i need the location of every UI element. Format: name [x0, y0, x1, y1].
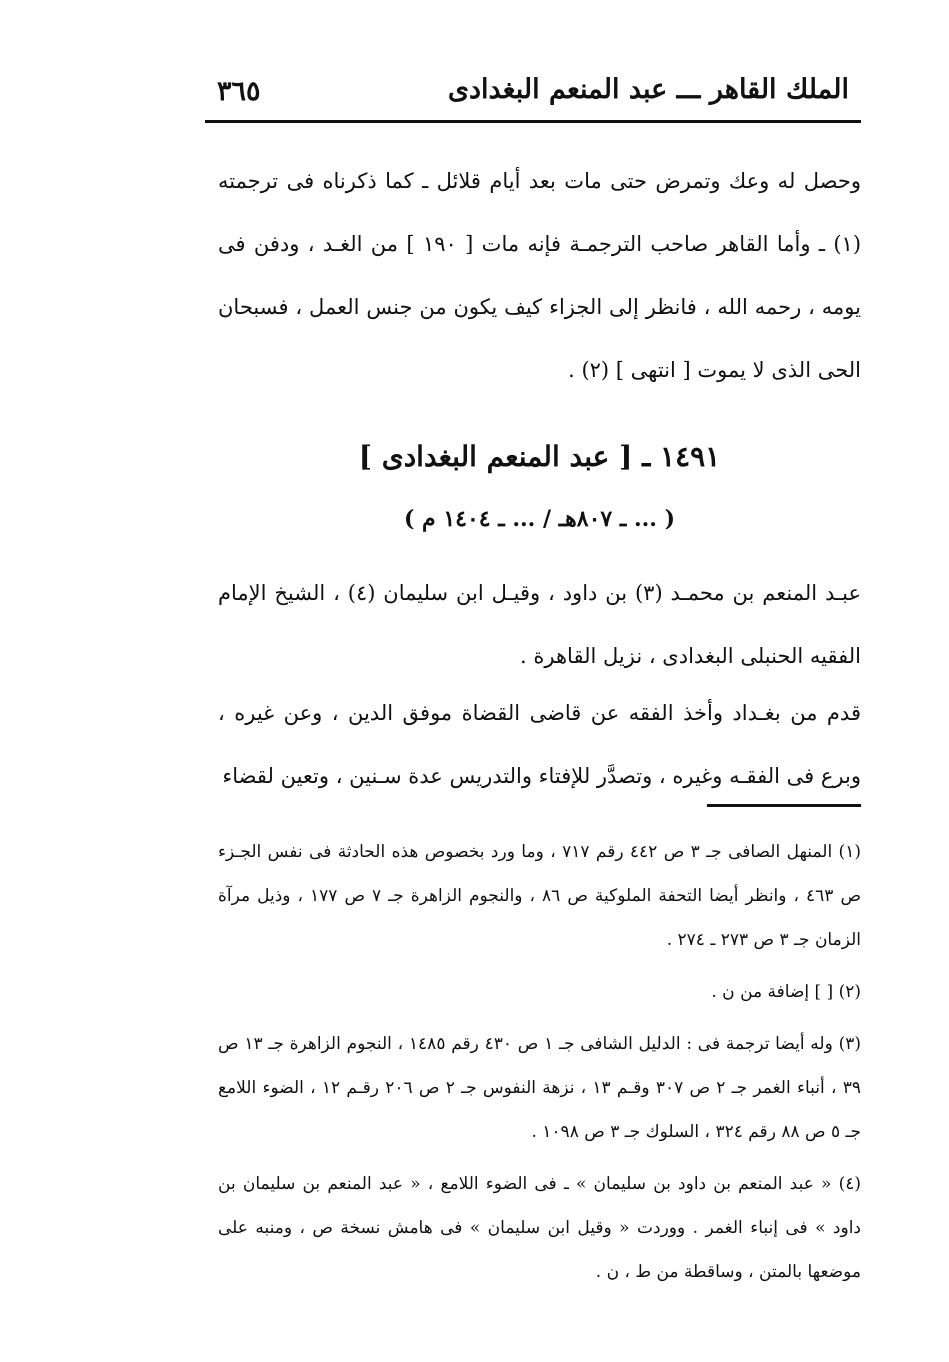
body-paragraph-3: [218, 682, 861, 808]
body-paragraph-1: [218, 150, 861, 402]
footnote-4: (٤) « عبد المنعم بن داود بن سليمان » ـ فى الضوء اللامع ، « عبد المنعم بن سليمان بن داود » فى إنباء الغمر . ووردت « وقيل ابن سليمان » فى هامش نسخة ص ، ومنبه على موضعها بالمتن ، وساقطة من ط ، ن .: [218, 1174, 861, 1282]
footnote-divider: [707, 804, 861, 807]
paragraph-text: وحصل له وعك وتمرض حتى مات بعد أيام قلائل ـ كما ذكرناه فى ترجمته (١) ـ وأما القاهر صاحب الترجمـة فإنه مات [ ١٩٠ ] من الغـد ، ودفن فى يومه ، رحمه الله ، فانظر إلى الجزاء كيف يكون من جنس العمل ، فسبحان الحى الذى لا يموت [ انتهى ] (٢) .: [218, 169, 862, 382]
footnote-2: (٢) [ ] إضافة من ن .: [711, 982, 861, 1002]
entry-dates: ( ... ـ ٨٠٧هـ / ... ـ ١٤٠٤ م ): [403, 506, 676, 532]
body-paragraph-2: [218, 562, 861, 688]
page-header: [205, 62, 861, 123]
footnote-1: (١) المنهل الصافى جـ ٣ ص ٤٤٢ رقم ٧١٧ ، وما ورد بخصوص هذه الحادثة فى نفس الجـزء ص ٤٦٣ ، وانظر أيضا التحفة الملوكية ص ٨٦ ، والنجوم الزاهرة جـ ٧ ص ١٧٧ ، وذيل مرآة الزمان جـ ٣ ص ٢٧٣ ـ ٢٧٤ .: [218, 842, 861, 950]
running-head: الملك القاهر ـــ عبد المنعم البغدادى: [447, 74, 849, 105]
page-number: ٣٦٥: [217, 76, 261, 107]
entry-title: ١٤٩١ ـ [ عبد المنعم البغدادى ]: [358, 440, 721, 473]
paragraph-text: عبـد المنعم بن محمـد (٣) بن داود ، وقيـل ابن سليمان (٤) ، الشيخ الإمام الفقيه الحنبلى البغدادى ، نزيل القاهرة .: [218, 581, 861, 668]
footnotes: [218, 830, 861, 1302]
footnote-3: (٣) وله أيضا ترجمة فى : الدليل الشافى جـ ١ ص ٤٣٠ رقم ١٤٨٥ ، النجوم الزاهرة جـ ١٣ ص ٣٩ ، أنباء الغمر جـ ٢ ص ٣٠٧ وقـم ١٣ ، نزهة النفوس جـ ٢ ص ٢٠٦ رقـم ١٢ ، الضوء اللامع جـ ٥ ص ٨٨ رقم ٣٢٤ ، السلوك جـ ٣ ص ١٠٩٨ .: [218, 1034, 861, 1142]
paragraph-text: قدم من بغـداد وأخذ الفقه عن قاضى القضاة موفق الدين ، وعن غيره ، وبرع فى الفقـه وغيره ، وتصدَّر للإفتاء والتدريس عدة سـنين ، وتعين لقضاء: [218, 701, 861, 788]
